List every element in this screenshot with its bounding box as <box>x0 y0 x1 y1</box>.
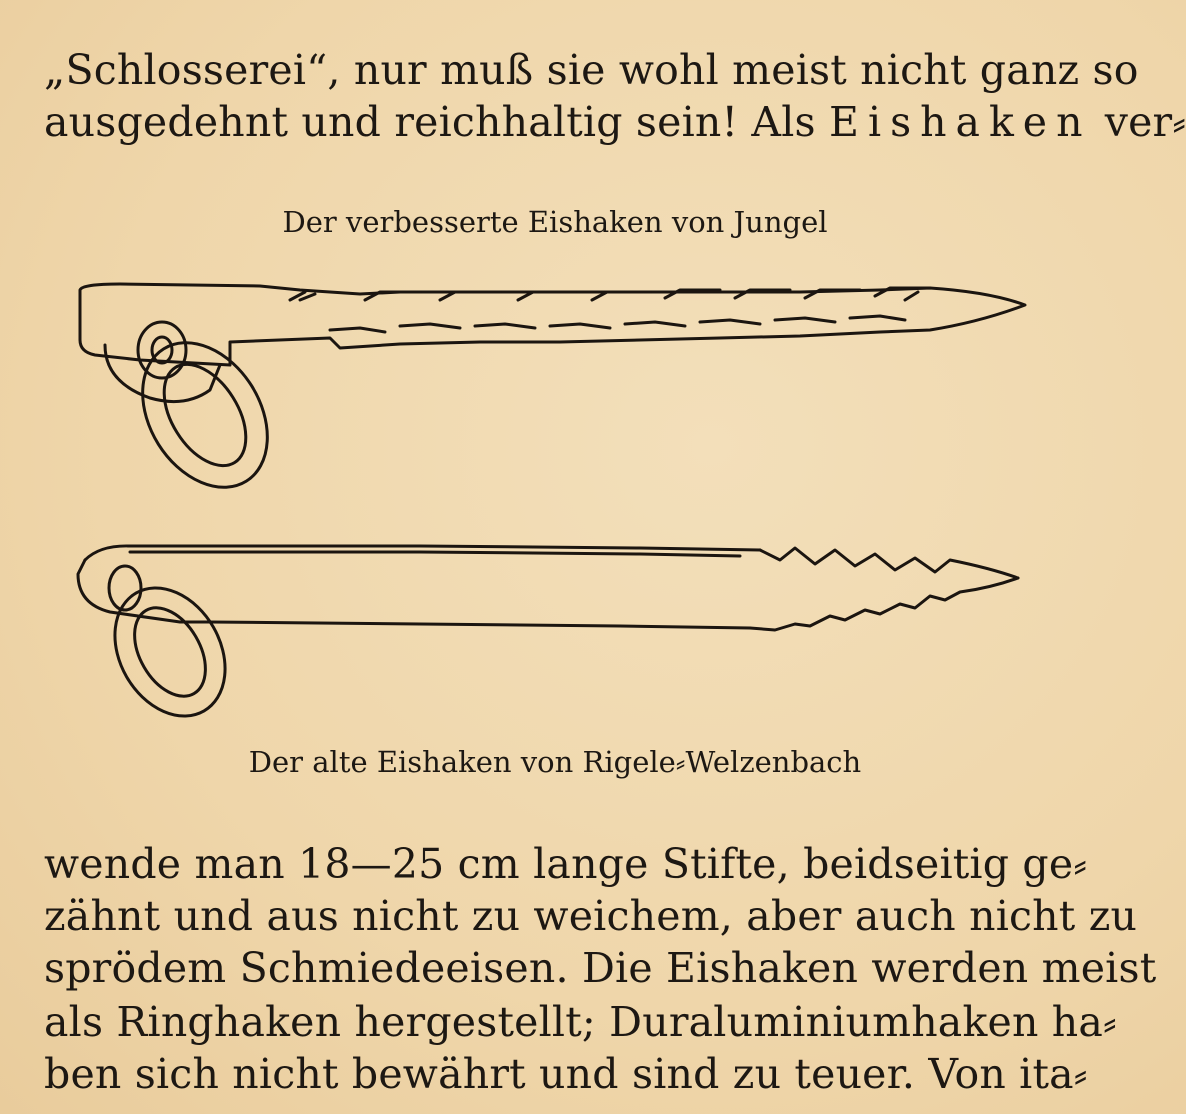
text-line-2-start: ausgedehnt und reichhaltig sein! Als <box>44 98 830 146</box>
text-line-5: sprödem Schmiedeeisen. Die Eishaken werden meist <box>44 944 1157 992</box>
text-line-6: als Ringhaken hergestellt; Duraluminiumhaken ha⸗ <box>44 998 1117 1046</box>
improved-ice-piton-icon <box>0 270 1110 510</box>
text-line-2-end: ver⸗ <box>1091 98 1186 146</box>
text-line-2 <box>44 96 1186 148</box>
old-ice-piton-icon <box>0 530 1110 730</box>
figure-caption-top: Der verbesserte Eishaken von Jungel <box>282 205 828 239</box>
text-line-3: wende man 18—25 cm lange Stifte, beidseitig ge⸗ <box>44 840 1088 888</box>
text-line-4: zähnt und aus nicht zu weichem, aber auch nicht zu <box>44 892 1138 940</box>
emphasized-term: Eishaken <box>829 98 1092 146</box>
text-line-7: ben sich nicht bewährt und sind zu teuer. Von ita⸗ <box>44 1050 1088 1098</box>
figure-caption-bottom: Der alte Eishaken von Rigele⸗Welzenbach <box>248 745 862 779</box>
text-line-1: „Schlosserei“, nur muß sie wohl meist nicht ganz so <box>44 46 1139 94</box>
